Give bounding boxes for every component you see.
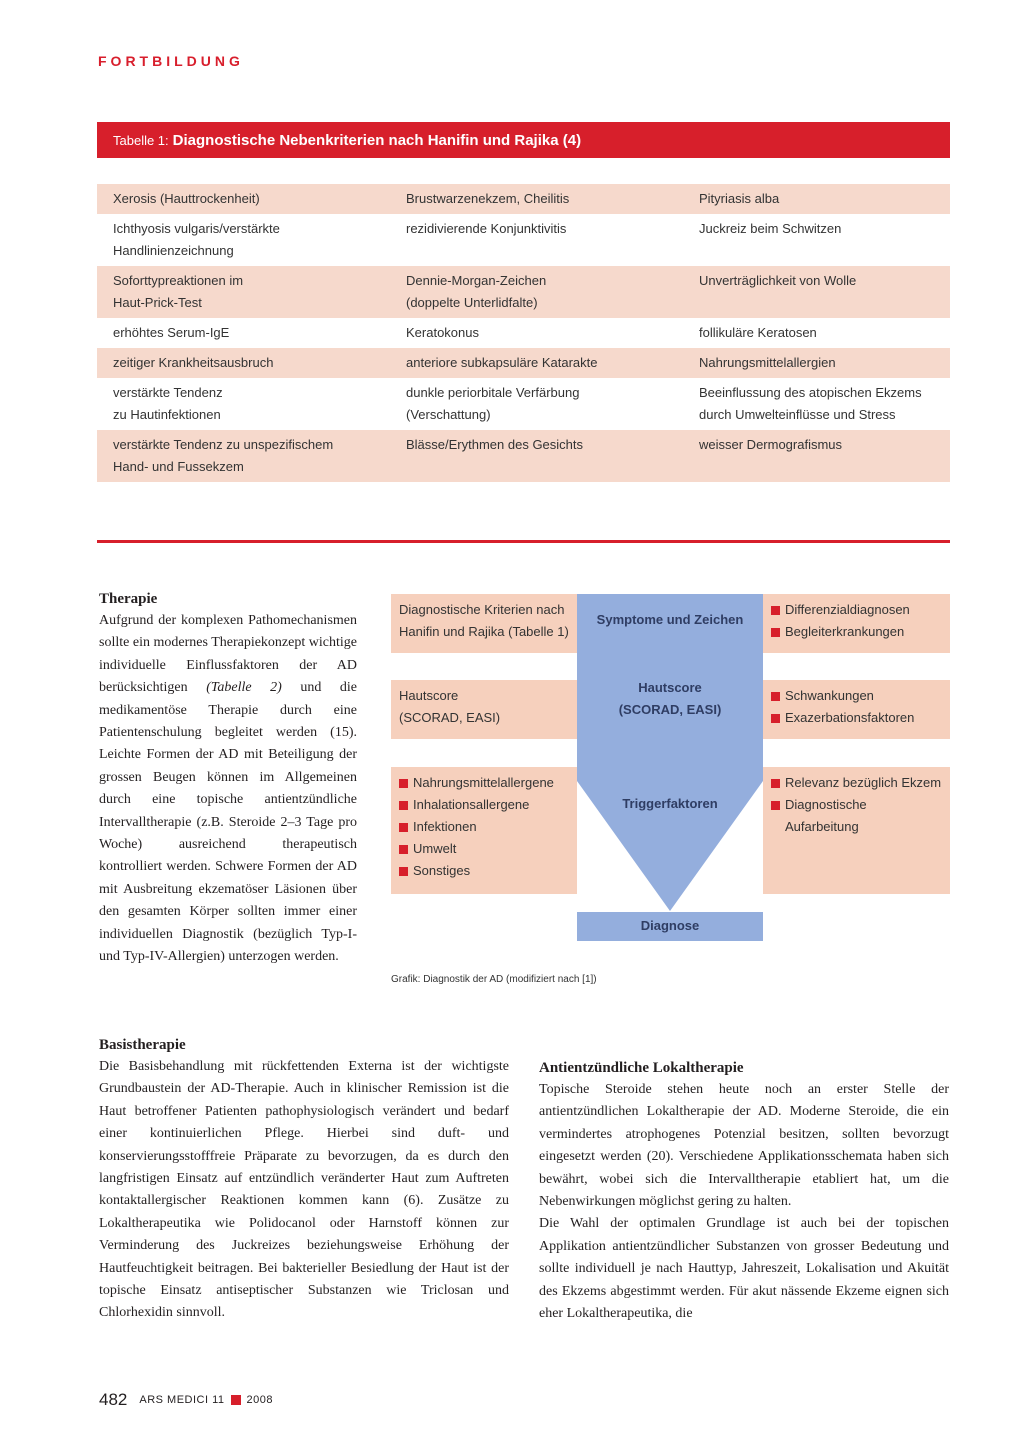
table-cell: verstärkte Tendenz zu Hautinfektionen [113,385,223,422]
box-diagnostic-criteria: Diagnostische Kriterien nach Hanifin und Rajika (Tabelle 1) [391,594,577,653]
label-diagnose: Diagnose [640,918,700,933]
lokaltherapie-section [539,1057,949,1325]
journal-year: 2008 [246,1394,274,1406]
therapie-heading: Therapie [99,591,158,607]
lokaltherapie-text-2: Die Wahl der optimalen Grundlage ist auch bei der topischen Applikation antientzündlicher Substanzen von grosser Bedeutung und sollte individuell je nach Hauttyp, Jahreszeit, Lokalisation und Akuität des Ekzems abgestimmt werden. Für akut nässende Ekzeme eignen sich eher Lokaltherapeutika, die [539,1216,949,1322]
box-allergens [391,767,577,894]
table-cell: weisser Dermografismus [683,430,950,482]
table-reference: (Tabelle 2) [206,680,282,696]
lokaltherapie-text-1: Topische Steroide stehen heute noch an erster Stelle der antientzündlichen Lokaltherapie der AD. Moderne Steroide, die ein vermindertes atrophogenes Potenzial besitzen, sollten bevorzugt eingesetzt werden (20). Verschiedene Applikationsschemata haben sich bewährt, wobei sich die Intervalltherapie etabliert hat, um die Nebenwirkungen möglichst gering zu halten. [539,1082,949,1210]
list-item: Exazerbationsfaktoren [771,707,942,729]
section-label: FORTBILDUNG [98,53,244,69]
table-cell: Juckreiz beim Schwitzen [699,221,842,236]
journal-name: ARS MEDICI 11 [139,1394,225,1406]
schwankungen-list [771,685,942,729]
diagram-caption: Grafik: Diagnostik der AD (modifiziert nach [1]) [391,974,597,985]
box-schwankungen [763,680,950,739]
label-symptome: Symptome und Zeichen [596,612,744,627]
label-triggerfaktoren: Triggerfaktoren [622,796,718,811]
allergen-list [399,772,569,882]
table-cell: Unverträglichkeit von Wolle [683,266,950,318]
table-cell: dunkle periorbitale Verfärbung (Verschattung) [406,385,580,422]
table-cell: Xerosis (Hauttrockenheit) [97,184,390,214]
table-cell: Pityriasis alba [683,184,950,214]
list-item: Diagnostische Aufarbeitung [771,794,942,838]
list-item: Sonstiges [399,860,569,882]
list-item: Umwelt [399,838,569,860]
list-item: Infektionen [399,816,569,838]
page-footer [99,1390,273,1410]
table-cell: erhöhtes Serum-IgE [113,325,230,340]
table-cell: verstärkte Tendenz zu unspezifischem Hand- und Fussekzem [97,430,390,482]
page-number: 482 [99,1390,128,1409]
table-cell: follikuläre Keratosen [699,325,817,340]
relevanz-list [771,772,942,838]
label-hautscore: Hautscore (SCORAD, EASI) [618,680,722,717]
list-item: Schwankungen [771,685,942,707]
table-cell: Brustwarzenekzem, Cheilitis [390,184,683,214]
table-title: Diagnostische Nebenkriterien nach Hanifin und Rajika (4) [172,131,582,149]
basistherapie-heading: Basistherapie [99,1037,186,1053]
table-cell: Nahrungsmittelallergien [683,348,950,378]
table-cell: Soforttypreaktionen im Haut-Prick-Test [97,266,390,318]
box-relevanz [763,767,950,894]
table-prefix: Tabelle 1: [113,132,169,148]
table-cell: Beeinflussung des atopischen Ekzems durch Umwelteinflüsse und Stress [699,385,922,422]
list-item: Inhalationsallergene [399,794,569,816]
box-differential [763,594,950,653]
box-hautscore: Hautscore (SCORAD, EASI) [391,680,577,739]
table-cell: Ichthyosis vulgaris/verstärkte Handlinienzeichnung [113,221,280,258]
footer-square-icon [231,1395,241,1405]
differential-list [771,599,942,643]
list-item: Begleiterkrankungen [771,621,942,643]
list-item: Nahrungsmittelallergene [399,772,569,794]
list-item: Differenzialdiagnosen [771,599,942,621]
table-cell: Keratokonus [406,325,479,340]
table-cell: anteriore subkapsuläre Katarakte [390,348,683,378]
table-cell: Blässe/Erythmen des Gesichts [390,430,683,482]
list-item: Relevanz bezüglich Ekzem [771,772,942,794]
funnel-polygon [577,594,763,911]
basistherapie-section [99,1034,509,1325]
therapie-text: Aufgrund der komplexen Pathomechanismen sollte ein modernes Therapiekonzept wichtige individuelle Einflussfaktoren der AD berücksichtigen (Tabelle 2) und die medikamentöse Therapie durch eine Patientenschulung begleitet werden (15). Leichte Formen der AD mit Beteiligung der grossen Beugen können im Allgemeinen durch eine topische antientzündliche Intervalltherapie (z.B. Steroide 2–3 Tage pro Woche) ausreichend therapeutisch kontrolliert werden. Schwere Formen der AD mit Ausbreitung ekzematöser Läsionen über den gesamten Körper sollten immer einer individuellen Diagnostik (bezüglich Typ-I- und Typ-IV-Allergien) unterzogen werden. [99,613,357,965]
table-cell: zeitiger Krankheitsausbruch [97,348,390,378]
lokaltherapie-heading: Antientzündliche Lokaltherapie [539,1060,744,1076]
basistherapie-text: Die Basisbehandlung mit rückfettenden Externa ist der wichtigste Grundbaustein der AD-Therapie. Auch in klinischer Remission ist die Haut betroffener Patienten pathophysiologisch verändert und bedarf einer kontinuierlichen Pflege. Hierbei sind duft- und konservierungsstofffreie Präparate zu bevorzugen, da es durch den langfristigen Einsatz auf entzündlich veränderter Haut zum Auftreten kontaktallergischer Reaktionen kommen kann (6). Zusätze zu Lokaltherapeutika wie Polidocanol oder Harnstoff können zur Verminderung des Juckreizes beziehungsweise Erhöhung der Hautfeuchtigkeit beitragen. Bei bakterieller Besiedlung der Haut ist der topische Einsatz antiseptischer Substanzen wie Triclosan und Chlorhexidin sinnvoll. [99,1059,509,1321]
table-cell: Dennie-Morgan-Zeichen (doppelte Unterlidfalte) [390,266,683,318]
table-cell: rezidivierende Konjunktivitis [406,221,567,236]
